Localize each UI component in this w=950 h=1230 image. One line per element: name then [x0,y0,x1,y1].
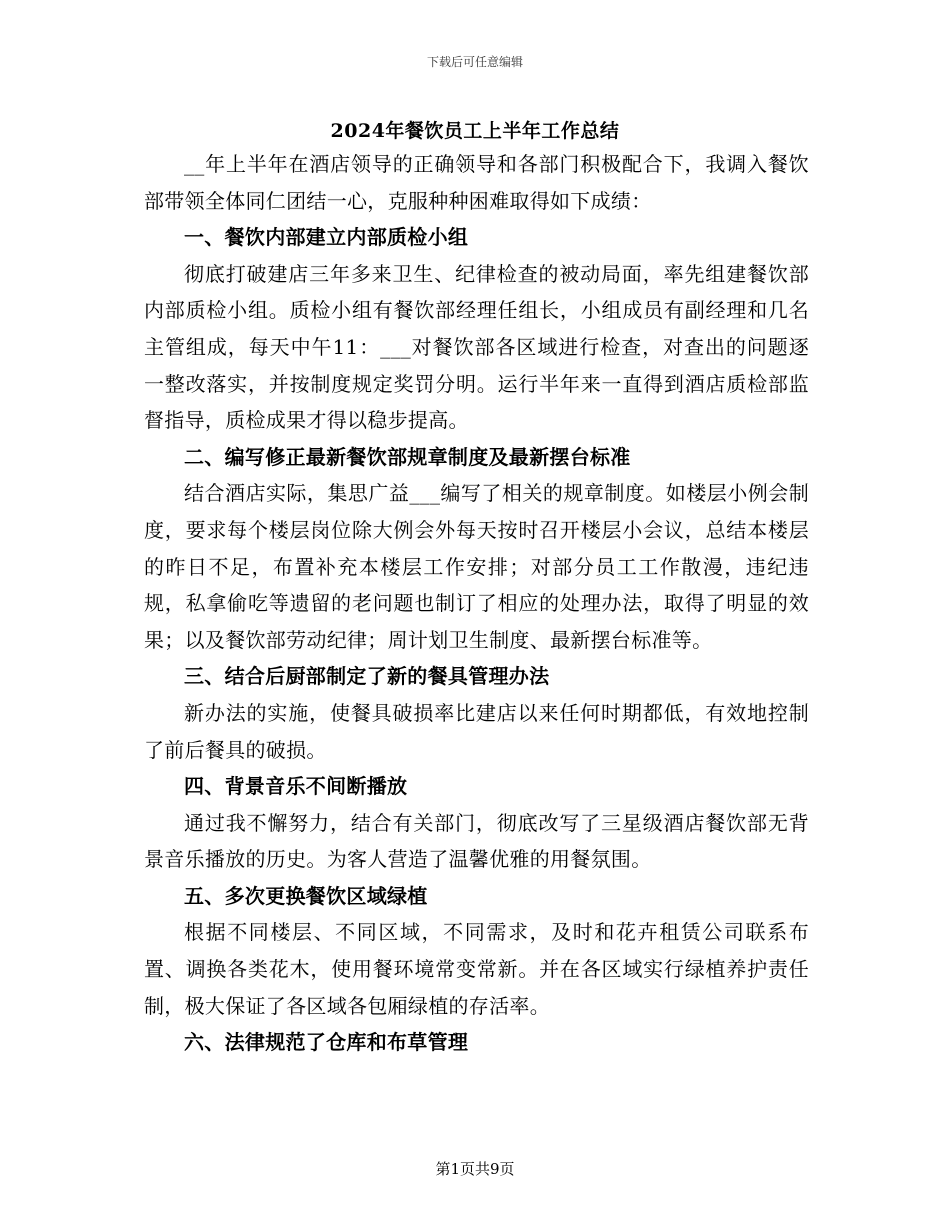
section-heading-4: 四、背景音乐不间断播放 [184,774,408,799]
header-note: 下载后可任意编辑 [426,55,523,69]
section-body-4: 通过我不懈努力，结合有关部门，彻底改写了三星级酒店餐饮部无背景音乐播放的历史。为客人营造了温馨优雅的用餐氛围。 [144,810,809,872]
page-number: 第1页共9页 [435,1160,515,1178]
section-body-1: 彻底打破建店三年多来卫生、纪律检查的被动局面，率先组建餐饮部内部质检小组。质检小组有餐饮部经理任组长，小组成员有副经理和几名主管组成，每天中午11：___对餐饮部各区域进行检查，对查出的问题逐一整改落实，并按制度规定奖罚分明。运行半年来一直得到酒店质检部监督指导，质检成果才得以稳步提高。 [144,261,809,433]
document-body [144,146,809,1061]
section-heading-2: 二、编写修正最新餐饮部规章制度及最新摆台标准 [184,444,631,469]
section-heading-6: 六、法律规范了仓库和布草管理 [184,1030,469,1055]
section-body-2: 结合酒店实际，集思广益___编写了相关的规章制度。如楼层小例会制度，要求每个楼层岗位除大例会外每天按时召开楼层小会议，总结本楼层的昨日不足，布置补充本楼层工作安排；对部分员工工作散漫，违纪违规，私拿偷吃等遗留的老问题也制订了相应的处理办法，取得了明显的效果；以及餐饮部劳动纪律；周计划卫生制度、最新摆台标准等。 [144,481,809,652]
section-body-5: 根据不同楼层、不同区域，不同需求，及时和花卉租赁公司联系布置、调换各类花木，使用餐环境常变常新。并在各区域实行绿植养护责任制，极大保证了各区域各包厢绿植的存活率。 [144,920,809,1018]
section-heading-3: 三、结合后厨部制定了新的餐具管理办法 [184,664,550,689]
section-body-3: 新办法的实施，使餐具破损率比建店以来任何时期都低，有效地控制了前后餐具的破损。 [144,700,809,762]
section-heading-5: 五、多次更换餐饮区域绿植 [184,883,428,908]
intro-paragraph: __年上半年在酒店领导的正确领导和各部门积极配合下，我调入餐饮部带领全体同仁团结一心，克服种种困难取得如下成绩： [144,152,809,213]
section-heading-1: 一、餐饮内部建立内部质检小组 [184,225,469,250]
document-title: 2024年餐饮员工上半年工作总结 [330,120,620,142]
